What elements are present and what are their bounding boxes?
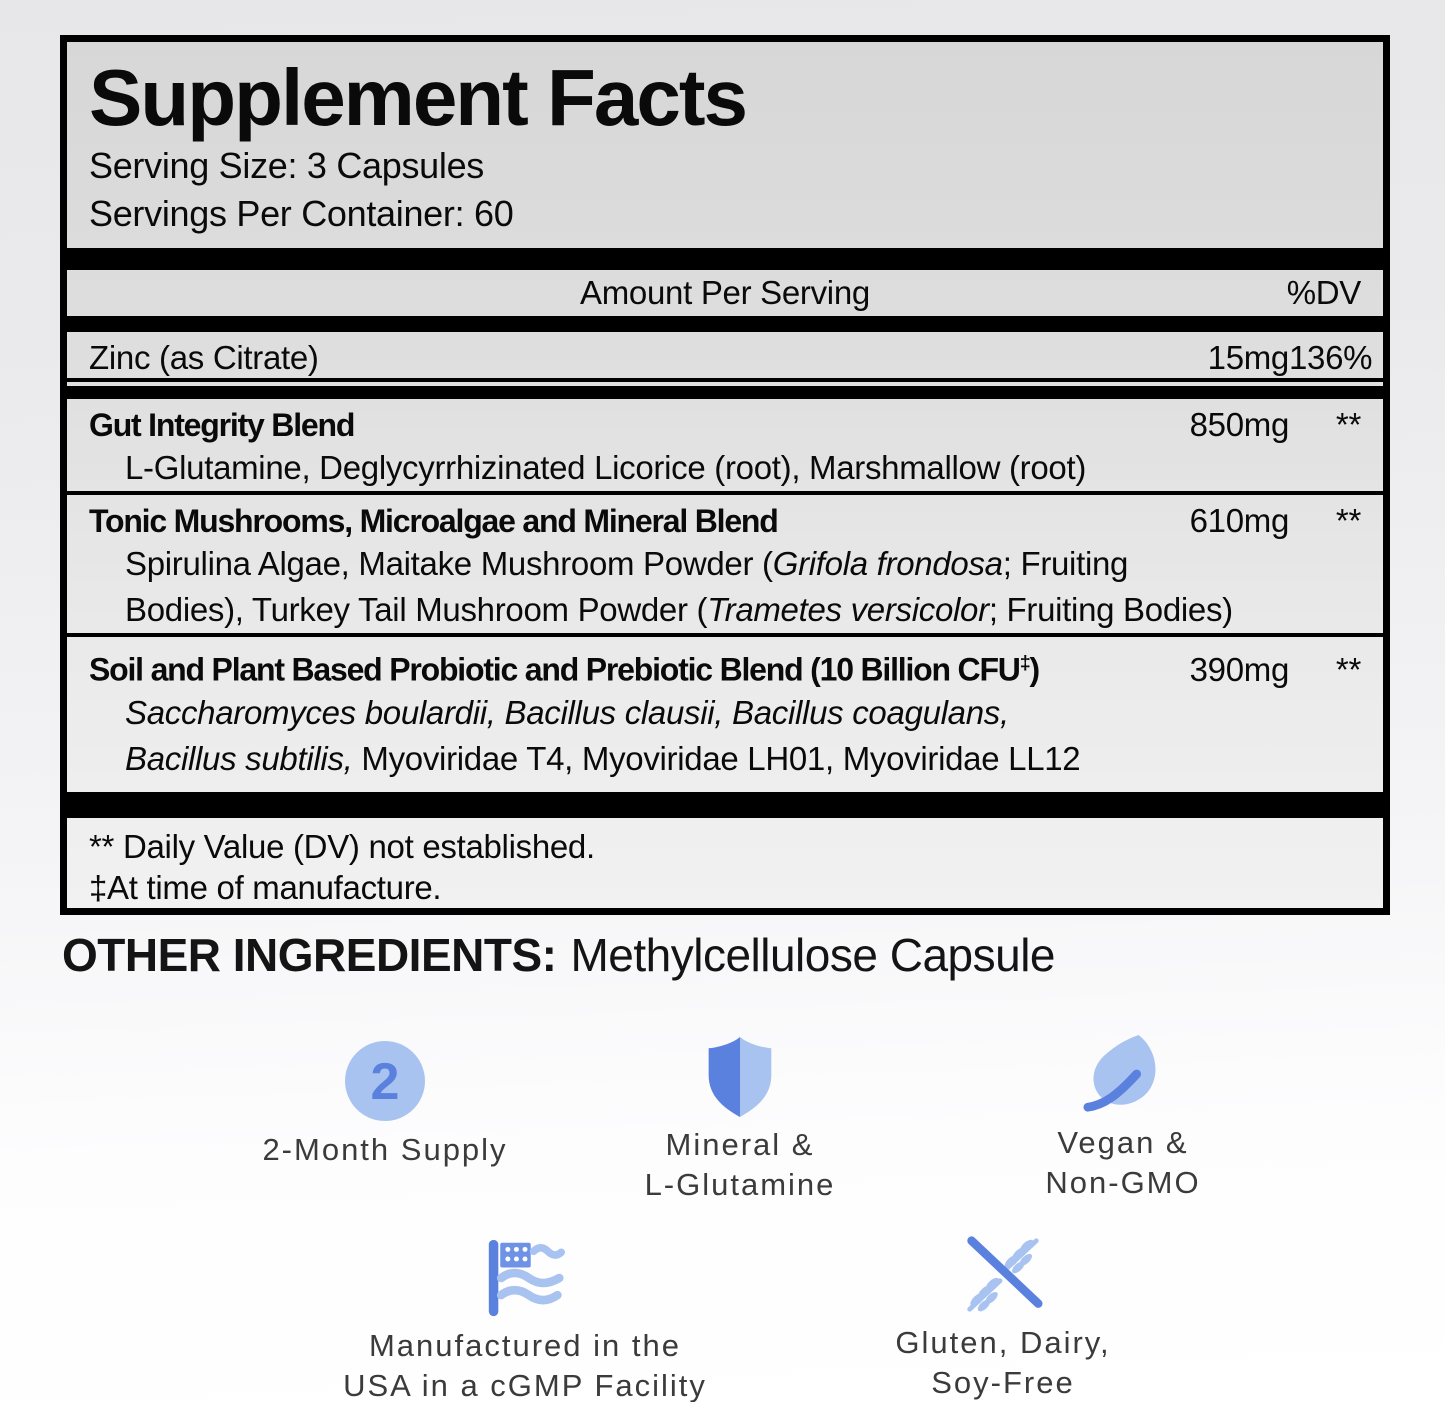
serving-size: Serving Size: 3 Capsules: [89, 145, 485, 186]
ingredient-line: [89, 338, 1373, 378]
ingredient-sublist: Spirulina Algae, Maitake Mushroom Powder (Grifola frondosa; Fruiting: [125, 545, 1129, 582]
ingredient-amount: 15mg: [1207, 339, 1289, 376]
badge-two-month-supply: [195, 1040, 575, 1170]
ingredient-dv: **: [1335, 406, 1361, 443]
supplement-facts-panel: [60, 35, 1390, 915]
ingredient-amount: 850mg: [1189, 406, 1289, 443]
ingredient-row: [89, 399, 1361, 491]
ingredient-name: Zinc (as Citrate): [89, 339, 319, 376]
badge-usa-cgmp-label: Manufactured in the USA in a cGMP Facility: [343, 1328, 707, 1402]
ingredient-line: [89, 405, 1361, 445]
divider-thin: [67, 378, 1383, 382]
badge-two-month-supply-label: 2-Month Supply: [262, 1132, 508, 1167]
divider-thick-mid: [67, 386, 1383, 399]
percent-dv-header: %DV: [1286, 274, 1361, 311]
ingredient-sublist: Bodies), Turkey Tail Mushroom Powder (Trametes versicolor; Fruiting Bodies): [125, 591, 1233, 628]
ingredient-name: Gut Integrity Blend: [89, 407, 355, 443]
badge-allergen-free: [813, 1235, 1193, 1402]
leaf-icon: [1081, 1033, 1165, 1115]
svg-text:2: 2: [370, 1053, 400, 1111]
ingredient-row: [89, 332, 1373, 378]
ingredient-dv: 136%: [1289, 339, 1373, 376]
usa-flag-icon: [482, 1238, 568, 1318]
footnote-dv: ** Daily Value (DV) not established.: [89, 827, 595, 865]
footnote-manufacture: ‡At time of manufacture.: [89, 868, 442, 906]
shield-icon: [702, 1037, 778, 1117]
two-month-supply-icon: [344, 1040, 426, 1122]
badge-vegan-nongmo-label: Vegan & Non-GMO: [1045, 1125, 1201, 1200]
no-gluten-icon: [956, 1235, 1050, 1315]
ingredient-rows: [89, 332, 1373, 782]
badge-mineral-glutamine-label: Mineral & L-Glutamine: [644, 1127, 836, 1202]
ingredient-name: Tonic Mushrooms, Microalgae and Mineral Blend: [89, 503, 778, 539]
badge-usa-cgmp: [335, 1238, 715, 1402]
badge-vegan-nongmo: [933, 1033, 1313, 1203]
panel-title: Supplement Facts: [89, 53, 747, 142]
amount-per-serving-header: Amount Per Serving: [580, 274, 870, 311]
ingredient-sublist: L-Glutamine, Deglycyrrhizinated Licorice (root), Marshmallow (root): [125, 449, 1087, 486]
ingredient-amount: 390mg: [1189, 650, 1289, 688]
divider-thick-bottom: [67, 792, 1383, 818]
other-ingredients-value: Methylcellulose Capsule: [570, 929, 1055, 981]
ingredient-sublist: Saccharomyces boulardii, Bacillus clausii, Bacillus coagulans,: [125, 693, 1009, 731]
footnotes: [89, 826, 1361, 908]
badge-allergen-free-label: Gluten, Dairy, Soy-Free: [895, 1325, 1111, 1400]
servings-per-container: Servings Per Container: 60: [89, 193, 514, 234]
other-ingredients: [62, 928, 1055, 982]
ingredient-amount: 610mg: [1189, 502, 1289, 539]
divider-thick-top: [67, 248, 1383, 270]
divider-medium: [67, 316, 1383, 332]
badge-mineral-glutamine: [550, 1037, 930, 1205]
ingredient-name: Soil and Plant Based Probiotic and Prebiotic Blend (10 Billion CFU‡): [89, 651, 1040, 688]
ingredient-dv: **: [1335, 502, 1361, 539]
ingredient-row: [89, 495, 1361, 633]
ingredient-line: [89, 643, 1361, 690]
ingredient-row: [89, 637, 1361, 782]
ingredient-sublist: Bacillus subtilis, Myoviridae T4, Myoviridae LH01, Myoviridae LL12: [125, 739, 1081, 777]
other-ingredients-label: OTHER INGREDIENTS:: [62, 929, 557, 981]
ingredient-dv: **: [1335, 650, 1361, 688]
ingredient-line: [89, 501, 1361, 541]
column-header-row: [89, 270, 1361, 316]
